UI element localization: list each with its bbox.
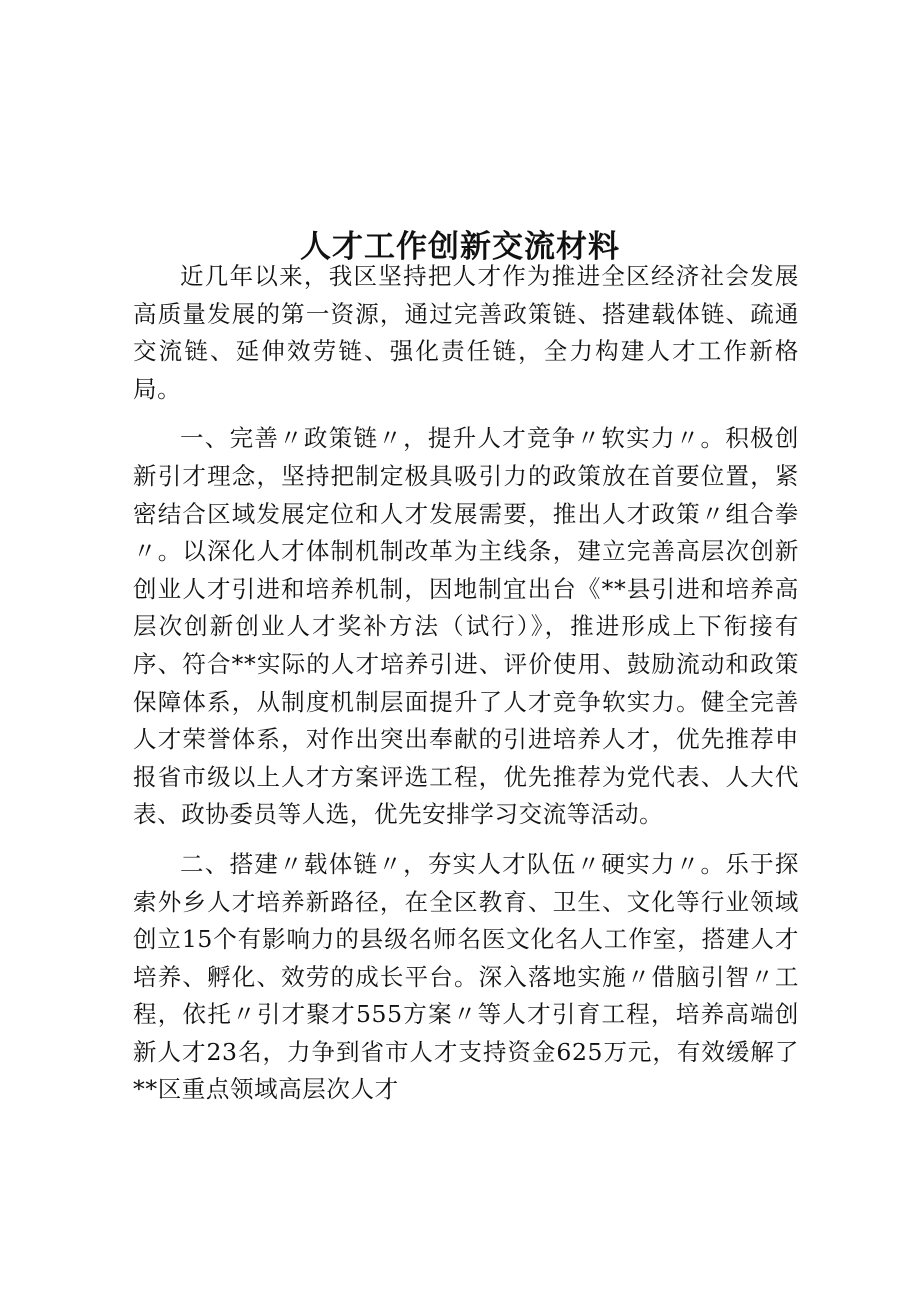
document-title: 人才工作创新交流材料 xyxy=(300,228,620,265)
section-one-paragraph: 一、完善〃政策链〃，提升人才竞争〃软实力〃。积极创新引才理念，坚持把制定极具吸引力的政策放在首要位置，紧密结合区域发展定位和人才发展需要，推出人才政策〃组合拳〃。以深化人才体制机制改革为主线条，建立完善高层次创新创业人才引进和培养机制，因地制宜出台《**县引进和培养高层次创新创业人才奖补方法（试行）》，推进形成上下衔接有序、符合**实际的人才培养引进、评价使用、鼓励流动和政策保障体系，从制度机制层面提升了人才竞争软实力。健全完善人才荣誉体系，对作出突出奉献的引进培养人才，优先推荐申报省市级以上人才方案评选工程，优先推荐为党代表、人大代表、政协委员等人选，优先安排学习交流等活动。 xyxy=(133,424,799,829)
document-body xyxy=(133,258,799,1121)
section-two-paragraph: 二、搭建〃载体链〃，夯实人才队伍〃硬实力〃。乐于探索外乡人才培养新路径，在全区教育、卫生、文化等行业领域创立15个有影响力的县级名师名医文化名人工作室，搭建人才培养、孵化、效劳的成长平台。深入落地实施〃借脑引智〃工程，依托〃引才聚才555方案〃等人才引育工程，培养高端创新人才23名，力争到省市人才支持资金625万元，有效缓解了**区重点领域高层次人才 xyxy=(133,849,799,1104)
intro-paragraph: 近几年以来，我区坚持把人才作为推进全区经济社会发展高质量发展的第一资源，通过完善政策链、搭建载体链、疏通交流链、延伸效劳链、强化责任链，全力构建人才工作新格局。 xyxy=(133,262,799,403)
